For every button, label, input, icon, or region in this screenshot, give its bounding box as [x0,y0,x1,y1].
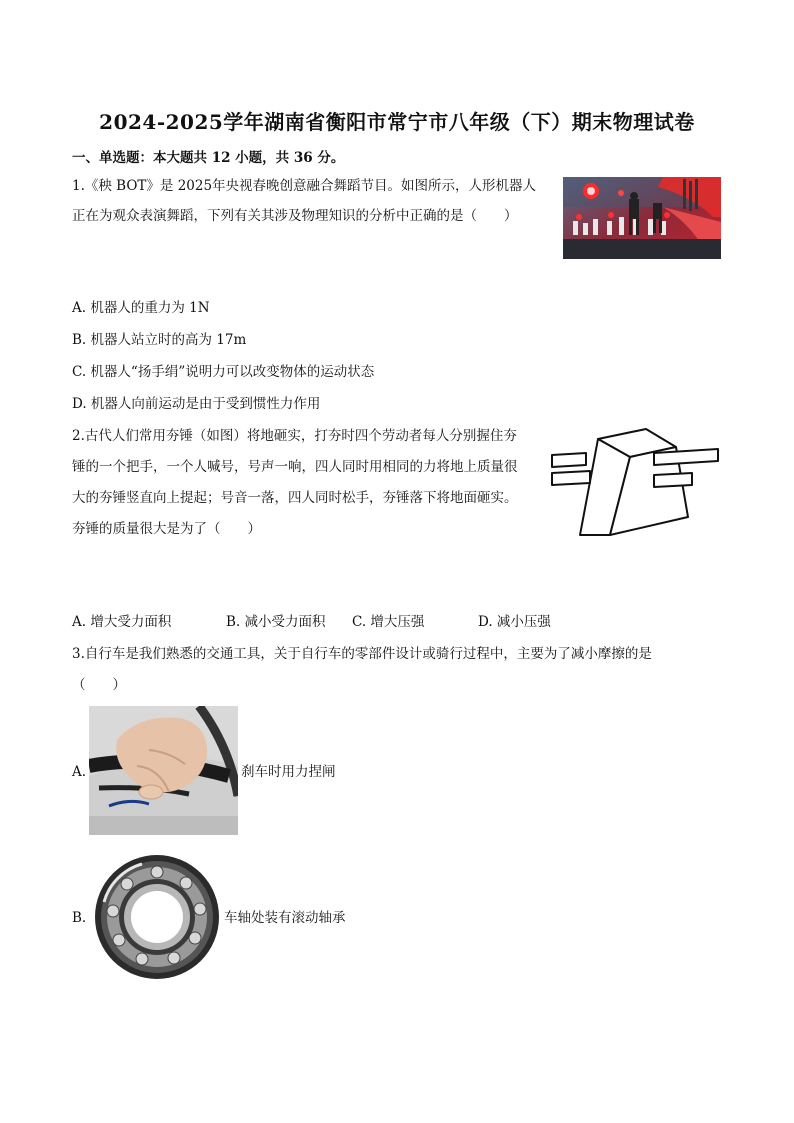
q3-stem-line2: （ ） [72,677,126,693]
q3-option-a-text: 刹车时用力捏闸 [241,764,336,780]
q1-option-a: A. 机器人的重力为 1N [72,300,210,316]
q1-option-b: B. 机器人站立时的高为 17m [72,332,247,348]
q2-option-c: C. 增大压强 [352,614,425,630]
rammer-diagram [550,425,722,539]
q2-option-a: A. 增大受力面积 [72,614,172,630]
q2-stem-line3: 大的夯锤竖直向上提起；号音一落，四人同时松手，夯锤落下将地面砸实。 [72,490,518,506]
page-title: 2024-2025学年湖南省衡阳市常宁市八年级（下）期末物理试卷 [99,110,695,134]
q2-stem-line1: 2.古代人们常用夯锤（如图）将地砸实，打夯时四个劳动者每人分别握住夯 [72,428,517,444]
q1-option-d: D. 机器人向前运动是由于受到惯性力作用 [72,396,321,412]
q1-stem-line1: 1.《秧 BOT》是 2025年央视春晚创意融合舞蹈节目。如图所示，人形机器人 [72,178,537,194]
robot-dance-photo [563,177,721,259]
q3-option-a-label: A. [72,764,87,780]
q1-option-c: C. 机器人“扬手绢”说明力可以改变物体的运动状态 [72,364,375,380]
q2-stem-line4: 夯锤的质量很大是为了（ ） [72,521,261,537]
section-heading: 一、单选题：本大题共 12 小题，共 36 分。 [72,150,345,166]
q2-option-d: D. 减小压强 [478,614,551,630]
q3-stem-line1: 3.自行车是我们熟悉的交通工具，关于自行车的零部件设计或骑行过程中，主要为了减小摩擦的是 [72,646,652,662]
q2-option-b: B. 减小受力面积 [226,614,326,630]
q3-option-b-label: B. [72,910,87,926]
brake-grip-photo [89,706,238,835]
q3-option-b-text: 车轴处装有滚动轴承 [224,910,346,926]
q2-stem-line2: 锤的一个把手，一个人喊号，号声一响，四人同时用相同的力将地上质量很 [72,459,518,475]
q1-stem-line2: 正在为观众表演舞蹈，下列有关其涉及物理知识的分析中正确的是（ ） [72,208,518,224]
ball-bearing-photo [92,852,222,982]
